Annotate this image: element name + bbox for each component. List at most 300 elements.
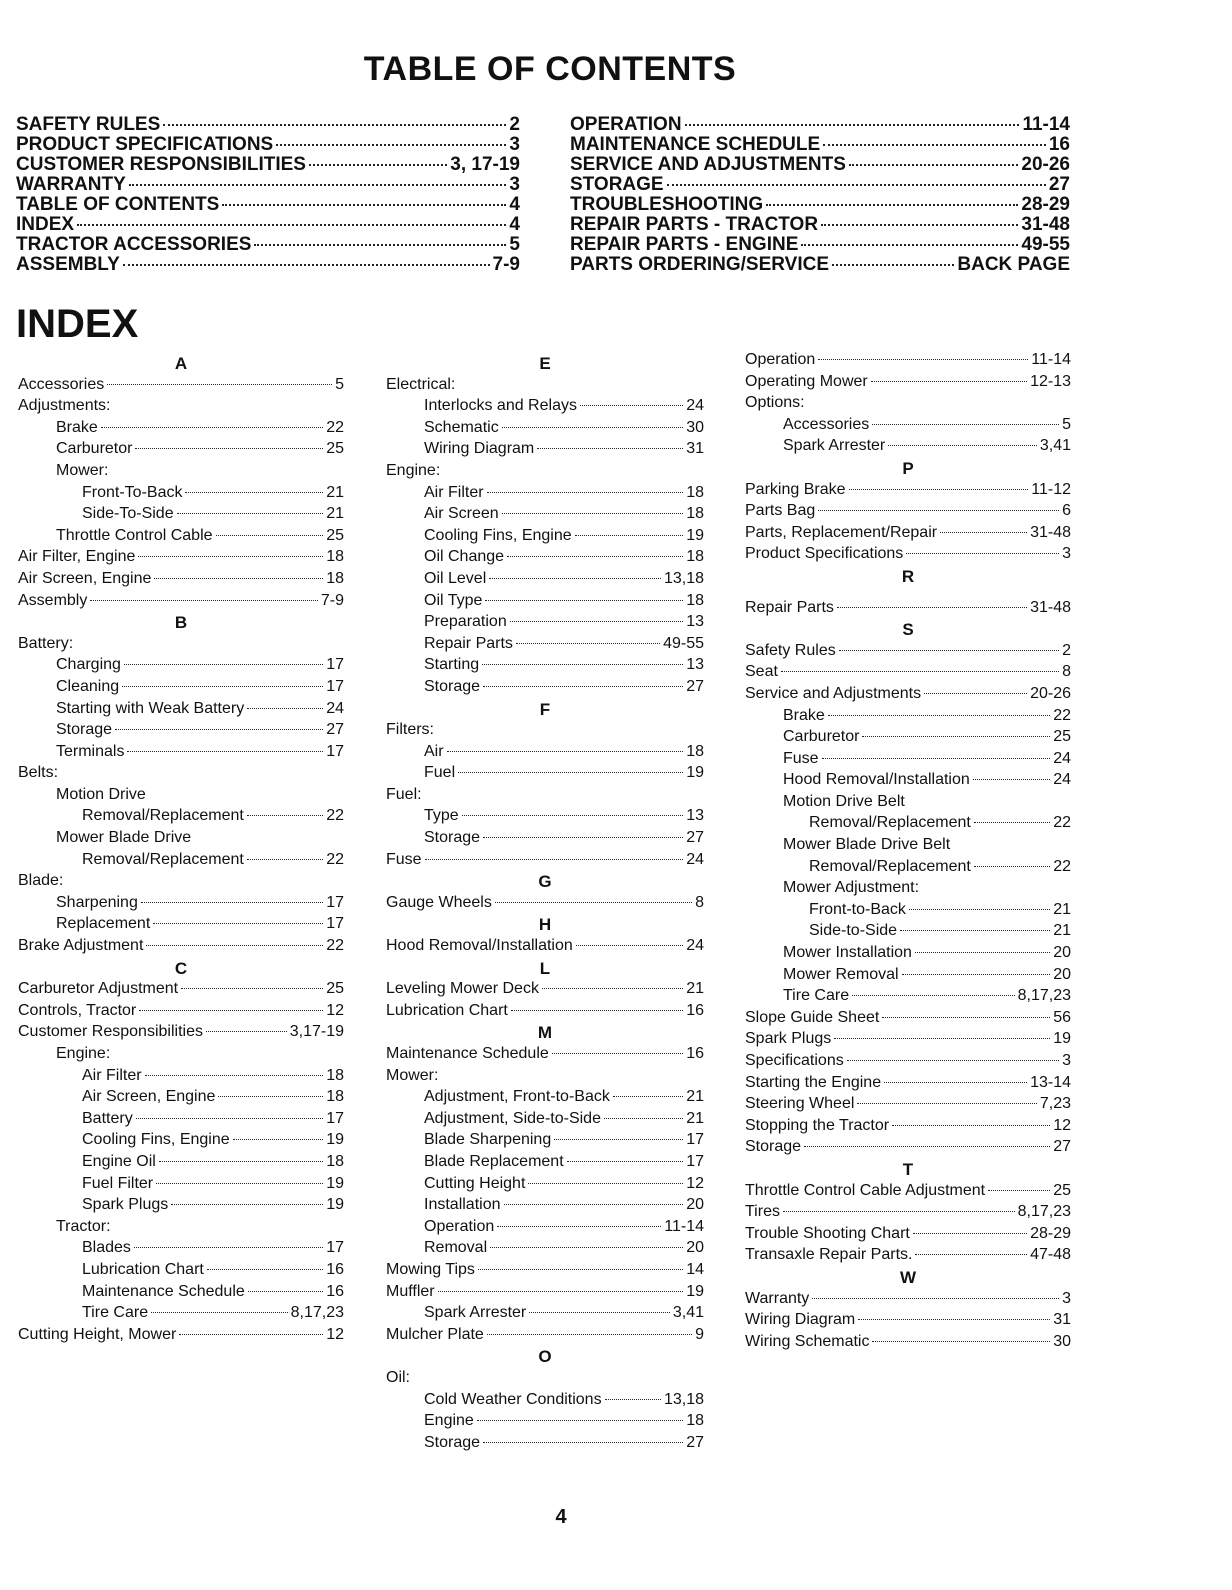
index-entry-page: 31-48 [1030,598,1071,616]
index-entry-page: 19 [326,1196,344,1214]
index-entry-page: 13 [686,613,704,631]
index-entry-label: Spark Arrester [783,437,886,455]
toc-entry [16,134,520,154]
toc-entry-label: CUSTOMER RESPONSIBILITIES [16,154,306,175]
index-entry-page: 11-12 [1031,480,1071,498]
index-entry-page: 25 [326,526,344,544]
index-entry [745,707,1071,729]
index-entry-page: 18 [326,1152,344,1170]
index-entry [745,793,1071,815]
index-entry [386,1369,704,1391]
index-entry-label: Air Screen [424,505,499,523]
index-entry-page: 12 [326,1001,344,1019]
index-entry [745,966,1071,988]
index-entry-page: 17 [686,1131,704,1149]
index-entry [745,1290,1071,1312]
index-entry [745,1203,1071,1225]
index-entry [745,373,1071,395]
dot-leader [124,664,323,665]
index-entry [745,1074,1071,1096]
index-entry-label: Cooling Fins, Engine [82,1131,230,1149]
index-entry [386,1088,704,1110]
dot-leader [122,686,323,687]
index-entry [18,721,344,743]
dot-leader [915,952,1050,953]
toc-entry-page: 3 [509,134,520,155]
index-entry-label: Blades [82,1239,131,1257]
index-entry-label: Air Screen, Engine [18,569,152,587]
toc-left-column [16,114,520,274]
toc-entry-page: 28-29 [1021,194,1070,215]
dot-leader [783,1211,1015,1212]
dot-leader [495,902,692,903]
index-entry [18,1067,344,1089]
index-entry-page: 56 [1053,1008,1071,1026]
index-entry [18,440,344,462]
index-entry [18,527,344,549]
index-entry [745,663,1071,685]
index-entry [18,656,344,678]
dot-leader [207,1269,323,1270]
index-entry [386,527,704,549]
dot-leader [872,1341,1050,1342]
dot-leader [575,535,684,536]
index-entry-page: 28-29 [1030,1224,1071,1242]
index-entry-page: 3,17-19 [289,1023,344,1041]
index-entry-page: 19 [1053,1030,1071,1048]
toc-entry-page: 7-9 [492,254,520,275]
index-entry [745,545,1071,567]
dot-leader [123,264,490,266]
index-entry [386,1067,704,1089]
index-entry [386,1261,704,1283]
dot-leader [159,1161,323,1162]
toc-entry [570,154,1070,174]
index-entry-label: Carburetor [56,440,133,458]
index-spacer [745,589,1071,599]
toc-entry [16,154,520,174]
index-entry-page: 24 [1053,749,1071,767]
dot-leader [502,427,684,428]
toc-entry-page: 31-48 [1021,214,1070,235]
index-entry-label: Motion Drive [56,785,146,803]
index-entry [386,397,704,419]
dot-leader [487,1334,692,1335]
toc-title: TABLE OF CONTENTS [363,50,737,88]
index-entry-page: 21 [1053,900,1071,918]
index-entry-label: Installation [424,1196,501,1214]
index-entry [745,1333,1071,1355]
index-column-1 [18,354,344,1347]
index-entry-label: Mower: [56,461,109,479]
index-entry [18,937,344,959]
index-entry-label: Adjustment, Side-to-Side [424,1109,601,1127]
dot-leader [974,822,1050,823]
dot-leader [849,164,1019,166]
index-entry-page: 21 [326,483,344,501]
index-entry-label: Fuse [783,749,819,767]
index-letter-heading: S [902,620,914,640]
index-entry-page: 17 [326,1109,344,1127]
index-entry-label: Mowing Tips [386,1260,475,1278]
index-letter-heading: T [902,1159,914,1179]
dot-leader [837,607,1027,608]
index-entry-label: Gauge Wheels [386,893,492,911]
dot-leader [136,1118,324,1119]
dot-leader [801,244,1018,246]
index-entry [18,1196,344,1218]
index-letter-heading: R [901,566,915,586]
index-entry-page: 17 [686,1152,704,1170]
index-entry-page: 3,41 [672,1304,704,1322]
index-entry [745,771,1071,793]
index-entry [386,678,704,700]
index-entry-page: 18 [326,569,344,587]
index-entry [745,1009,1071,1031]
dot-leader [146,945,323,946]
dot-leader [973,779,1050,780]
toc-entry [16,114,520,134]
dot-leader [179,1334,323,1335]
index-entry [745,944,1071,966]
index-entry-label: Tires [745,1203,780,1221]
toc-entry-page: BACK PAGE [957,254,1070,275]
index-entry [18,1002,344,1024]
index-entry [745,1095,1071,1117]
index-entry [745,394,1071,416]
dot-leader [247,815,323,816]
index-entry [386,570,704,592]
index-entry-page: 19 [326,1174,344,1192]
index-entry-label: Oil: [386,1368,410,1386]
toc-entry-label: SAFETY RULES [16,114,161,135]
index-entry [386,1218,704,1240]
index-entry [745,642,1071,664]
dot-leader [154,578,323,579]
index-entry-page: 7,23 [1039,1095,1071,1113]
dot-leader [554,1139,683,1140]
index-entry [386,484,704,506]
index-entry [18,1218,344,1240]
index-entry-label: Seat [745,663,778,681]
dot-leader [821,224,1018,226]
index-entry [386,829,704,851]
index-entry-page: 47-48 [1030,1246,1071,1264]
dot-leader [818,510,1059,511]
index-entry-label: Wiring Diagram [424,440,535,458]
index-entry-label: Front-To-Back [82,483,183,501]
index-entry-page: 18 [686,1412,704,1430]
toc-entry-label: ASSEMBLY [16,254,120,275]
dot-leader [483,686,683,687]
dot-leader [828,715,1050,716]
index-entry [745,750,1071,772]
toc-entry [570,134,1070,154]
dot-leader [667,184,1046,186]
index-entry [18,1175,344,1197]
index-entry-label: Tractor: [56,1217,111,1235]
index-entry-label: Battery: [18,634,74,652]
dot-leader [857,1103,1036,1104]
index-entry-label: Accessories [18,375,105,393]
index-entry-page: 16 [326,1260,344,1278]
index-entry [386,440,704,462]
index-entry [386,1304,704,1326]
dot-leader [913,1233,1027,1234]
index-entry [745,481,1071,503]
index-entry-page: 20 [686,1239,704,1257]
index-entry-label: Engine: [56,1045,111,1062]
dot-leader [900,930,1050,931]
index-entry-label: Parts, Replacement/Repair [745,523,938,541]
index-entry [18,872,344,894]
index-entry [386,937,704,959]
index-entry [745,987,1071,1009]
index-entry [745,1052,1071,1074]
dot-leader [129,184,507,186]
index-entry [18,505,344,527]
index-entry [745,858,1071,880]
index-entry [386,1153,704,1175]
index-entry-page: 25 [326,980,344,998]
index-entry [386,1131,704,1153]
dot-leader [516,643,660,644]
index-entry-label: Assembly [18,591,88,609]
dot-leader [832,264,954,266]
dot-leader [605,1399,661,1400]
index-entry-page: 21 [686,1109,704,1127]
dot-leader [233,1139,324,1140]
dot-leader [822,758,1051,759]
index-entry-label: Operation [424,1217,495,1235]
index-entry [745,351,1071,373]
index-entry-page: 14 [686,1260,704,1278]
index-entry-label: Air Filter, Engine [18,548,136,566]
index-entry-page: 17 [326,677,344,695]
index-entry-label: Fuel Filter [82,1174,154,1192]
index-entry-page: 25 [1053,1181,1071,1199]
index-entry [18,700,344,722]
toc-entry [570,214,1070,234]
index-entry-page: 6 [1062,502,1071,520]
index-entry-page: 3 [1062,1289,1071,1307]
index-entry-label: Removal/Replacement [809,857,971,875]
index-entry [745,1311,1071,1333]
index-entry [386,1326,704,1348]
dot-leader [849,489,1029,490]
index-entry [745,922,1071,944]
index-entry-label: Carburetor Adjustment [18,980,179,998]
index-entry-label: Cleaning [56,677,120,695]
dot-leader [478,1269,683,1270]
index-entry-page: 30 [1053,1332,1071,1350]
dot-leader [101,427,323,428]
index-entry [386,635,704,657]
dot-leader [542,988,683,989]
toc-entry-label: STORAGE [570,174,664,195]
index-entry-page: 22 [326,850,344,868]
index-entry-page: 21 [1053,922,1071,940]
index-entry [18,1131,344,1153]
index-entry [386,721,704,743]
index-entry [386,980,704,1002]
index-entry-page: 8 [695,893,704,911]
dot-leader [892,1125,1050,1126]
toc-entry-page: 16 [1048,134,1070,155]
index-entry-page: 19 [686,1282,704,1300]
index-entry [18,1023,344,1045]
index-letter-heading: W [899,1267,917,1287]
index-entry [18,851,344,873]
dot-leader [483,837,683,838]
index-entry [745,728,1071,750]
index-entry-page: 21 [326,505,344,523]
toc-entry-label: PARTS ORDERING/SERVICE [570,254,830,275]
index-entry-label: Repair Parts [424,634,513,652]
index-entry [18,570,344,592]
index-entry [745,685,1071,707]
dot-leader [151,1312,288,1313]
index-entry-label: Air [424,742,444,760]
dot-leader [567,1161,684,1162]
index-entry [386,1391,704,1413]
dot-leader [153,923,323,924]
index-entry [386,419,704,441]
index-entry-page: 5 [335,375,344,393]
index-entry-label: Maintenance Schedule [386,1045,549,1062]
index-entry-page: 13 [686,656,704,674]
index-entry [745,524,1071,546]
dot-leader [487,492,684,493]
index-entry-page: 3 [1062,1052,1071,1069]
index-entry-label: Operation [745,351,816,368]
toc-entry-label: PRODUCT SPECIFICATIONS [16,134,274,155]
index-entry [386,764,704,786]
index-entry-label: Engine: [386,461,441,479]
index-entry-page: 22 [1053,706,1071,724]
dot-leader [604,1118,683,1119]
index-entry-label: Hood Removal/Installation [783,771,970,789]
index-entry-label: Slope Guide Sheet [745,1008,880,1026]
index-entry [745,1182,1071,1204]
index-entry-page: 13,18 [663,1390,704,1408]
index-letter-heading: M [537,1023,553,1043]
index-entry [18,419,344,441]
index-letter-heading: E [539,354,551,373]
index-entry-page: 13-14 [1030,1073,1071,1091]
index-entry-page: 22 [326,937,344,955]
index-entry-page: 18 [686,548,704,566]
index-entry-label: Hood Removal/Installation [386,937,573,955]
toc-entry-page: 2 [509,114,520,135]
index-entry [18,1153,344,1175]
index-entry-page: 12 [1053,1116,1071,1134]
index-entry-page: 27 [686,1433,704,1451]
index-entry [18,1326,344,1348]
toc-entry-label: TABLE OF CONTENTS [16,194,220,215]
toc-entry-page: 5 [509,234,520,255]
dot-leader [138,556,323,557]
dot-leader [613,1096,683,1097]
dot-leader [537,448,683,449]
index-entry [386,505,704,527]
index-entry-page: 8,17,23 [1017,1203,1071,1221]
index-entry-page: 24 [686,397,704,415]
dot-leader [818,359,1028,360]
dot-leader [247,859,323,860]
dot-leader [924,693,1027,694]
index-entry-label: Repair Parts [745,598,834,616]
dot-leader [884,1082,1027,1083]
index-entry-label: Trouble Shooting Chart [745,1224,910,1242]
index-entry-label: Cutting Height [424,1174,526,1192]
index-entry-page: 17 [326,893,344,911]
index-entry-label: Transaxle Repair Parts. [745,1246,913,1264]
index-entry-label: Tire Care [783,987,850,1005]
index-entry [745,416,1071,438]
index-entry-page: 31 [686,440,704,458]
dot-leader [139,1010,323,1011]
index-entry-label: Motion Drive Belt [783,792,905,810]
index-entry-label: Fuel [424,764,456,782]
dot-leader [482,664,683,665]
index-entry-page: 25 [1053,728,1071,746]
index-entry-page: 11-14 [1031,351,1071,368]
dot-leader [511,1010,683,1011]
index-entry-page: 22 [326,418,344,436]
index-entry-label: Blade Replacement [424,1152,564,1170]
index-entry-page: 19 [686,764,704,782]
index-letter-heading: G [538,872,552,892]
index-column-3 [745,351,1071,1354]
index-entry [18,1045,344,1067]
dot-leader [852,995,1015,996]
index-entry-label: Starting the Engine [745,1073,882,1091]
index-letter-heading: H [538,915,552,935]
index-entry-page: 49-55 [663,634,704,652]
index-entry-label: Front-to-Back [809,900,906,918]
index-entry-page: 12 [686,1174,704,1192]
index-entry [18,462,344,484]
index-entry-label: Steering Wheel [745,1095,855,1113]
index-entry-label: Service and Adjustments [745,684,922,702]
index-entry-label: Product Specifications [745,545,904,563]
index-entry-label: Parts Bag [745,502,816,520]
index-entry-label: Lubrication Chart [82,1260,204,1278]
index-entry-label: Safety Rules [745,641,836,659]
index-entry-label: Operating Mower [745,372,868,390]
index-entry-label: Charging [56,656,121,674]
index-entry-label: Mower: [386,1066,439,1084]
dot-leader [185,492,323,493]
dot-leader [552,1053,683,1054]
index-entry-label: Throttle Control Cable [56,526,213,544]
index-entry [386,1045,704,1067]
index-entry-page: 2 [1062,641,1071,659]
index-entry-page: 21 [686,1088,704,1106]
dot-leader [812,1298,1059,1299]
dot-leader [988,1190,1050,1191]
index-letter-heading: A [174,354,188,373]
dot-leader [438,1291,684,1292]
toc-entry-label: MAINTENANCE SCHEDULE [570,134,821,155]
dot-leader [528,1183,683,1184]
index-entry [745,502,1071,524]
index-entry-label: Replacement [56,915,151,933]
dot-leader [834,1038,1050,1039]
index-entry-label: Spark Plugs [82,1196,169,1214]
dot-leader [181,988,323,989]
